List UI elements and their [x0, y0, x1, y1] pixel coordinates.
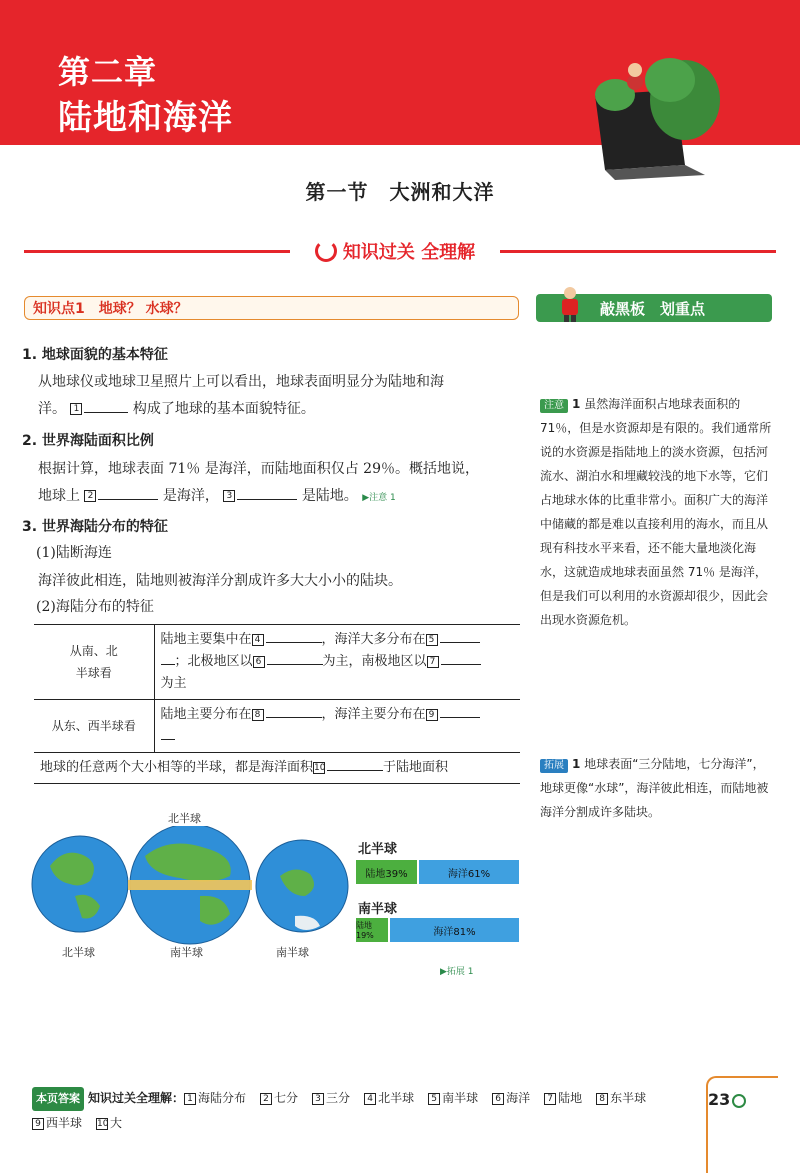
blank-number-7: 7 [427, 656, 439, 668]
divider-label: 知识过关 全理解 [342, 242, 476, 263]
blank-10[interactable] [327, 757, 383, 771]
s1-line2 [38, 396, 315, 423]
row2-label: 从东、西半球看 [34, 700, 154, 753]
row3-b: 于陆地面积 [383, 760, 449, 775]
south-sea-bar: 海洋81% [390, 918, 519, 942]
row1-a: 陆地主要集中在 [160, 632, 252, 647]
answer-text: 北半球 [378, 1091, 415, 1105]
note-text: 虽然海洋面积占地球表面积的 71％，但是水资源却是有限的。我们通常所说的水资源是指陆地上的淡水资源，包括河流水、湖泊水和埋藏较浅的地下水等，它们占地球水体的比重非常小。面积广大的海洋中储藏的都是难以直接利用的海水，而且从现有科技水平来看，还不能大量地淡化海水，这就造成地球表面虽然 71％ 是海洋，但是我们可以利用的水资源却很少，因此会出现水资源危机。 [540, 397, 772, 627]
answer-item [260, 1091, 298, 1105]
answer-item [32, 1116, 82, 1130]
answer-number: 1 [184, 1093, 196, 1105]
answer-number: 4 [364, 1093, 376, 1105]
extend-tag: 拓展 [540, 759, 568, 773]
blank-number-3: 3 [223, 490, 235, 502]
answer-number: 3 [312, 1093, 324, 1105]
answer-item [596, 1091, 646, 1105]
row1-label [34, 625, 154, 700]
table-row [34, 700, 520, 753]
s2-line1: 根据计算，地球表面 71％ 是海洋，而陆地面积仅占 29％。概括地说， [38, 461, 479, 477]
row3-content [34, 753, 520, 784]
side-note-2 [540, 752, 772, 824]
extend-num: 1 [572, 757, 581, 771]
s3-sub1: (1)陆断海连 [36, 545, 112, 561]
blank-number-4: 4 [252, 634, 264, 646]
answer-number: 9 [32, 1118, 44, 1130]
row2-a: 陆地主要分布在 [160, 707, 252, 722]
s3-sub1-text: 海洋彼此相连，陆地则被海洋分割成许多大大小小的陆块。 [38, 573, 402, 589]
answer-item [544, 1091, 582, 1105]
answer-text: 海洋 [506, 1091, 531, 1105]
note-ref-1[interactable]: ▶注意 1 [362, 493, 396, 503]
knowledge-point-title: 知识点1 地球？ 水球？ [33, 301, 188, 317]
answer-number: 7 [544, 1093, 556, 1105]
blank-4[interactable] [266, 629, 322, 643]
divider-badge [290, 235, 500, 267]
section-title: 第一节 大洲和大洋 [305, 180, 495, 204]
south-land-bar: 陆地19% [356, 918, 388, 942]
plant-laptop-icon [575, 50, 725, 180]
s2-mid: 是海洋， [162, 488, 219, 504]
blank-number-8: 8 [252, 709, 264, 721]
s2-post: 是陆地。 [301, 488, 358, 504]
blank-5-cont[interactable] [161, 651, 175, 665]
blank-3[interactable] [237, 486, 297, 500]
answer-item [312, 1091, 350, 1105]
globe-left-label: 北半球 [62, 946, 95, 959]
answer-number: 10 [97, 1118, 109, 1129]
blank-5[interactable] [440, 629, 480, 643]
blank-6[interactable] [267, 651, 323, 665]
answer-text: 东半球 [610, 1091, 647, 1105]
extend-text: 地球表面“三分陆地，七分海洋”，地球更像“水球”，海洋彼此相连，而陆地被海洋分割成许多陆块。 [540, 757, 769, 819]
answer-text: 陆地 [558, 1091, 583, 1105]
answer-text: 大 [110, 1116, 123, 1130]
blank-9[interactable] [440, 704, 480, 718]
s1-line1: 从地球仪或地球卫星照片上可以看出，地球表面明显分为陆地和海 [38, 374, 444, 390]
heading-3: 3. 世界海陆分布的特征 [22, 519, 168, 535]
answer-item [492, 1091, 530, 1105]
clock-icon [732, 1094, 746, 1108]
blank-number-10: 10 [314, 762, 326, 773]
answer-item [364, 1091, 414, 1105]
answer-text: 南半球 [442, 1091, 479, 1105]
answer-item [184, 1091, 246, 1105]
blank-number-2: 2 [84, 490, 96, 502]
answer-item [96, 1116, 122, 1130]
teacher-figure-icon [556, 286, 584, 322]
south-stat-title: 南半球 [358, 902, 398, 917]
answer-text: 西半球 [46, 1116, 83, 1130]
row2-content [154, 700, 520, 753]
side-header-label: 敲黑板 划重点 [600, 299, 706, 318]
blank-2[interactable] [98, 486, 158, 500]
page-number [708, 1090, 746, 1109]
page-number-text: 23 [708, 1090, 731, 1109]
side-note-1 [540, 392, 772, 632]
blank-1[interactable] [84, 399, 128, 413]
table-row [34, 625, 520, 700]
heading-1: 1. 地球面貌的基本特征 [22, 347, 168, 363]
row3-a: 地球的任意两个大小相等的半球，都是海洋面积 [40, 760, 314, 775]
s3-sub2: (2)海陆分布的特征 [36, 599, 154, 615]
answer-text: 七分 [274, 1091, 299, 1105]
answer-item [428, 1091, 478, 1105]
answer-text: 三分 [326, 1091, 351, 1105]
table-row [34, 753, 520, 784]
heading-2: 2. 世界海陆面积比例 [22, 433, 154, 449]
answer-number: 6 [492, 1093, 504, 1105]
row1-e: 为主 [160, 676, 187, 691]
answer-number: 5 [428, 1093, 440, 1105]
row1-b: ，海洋大多分布在 [321, 632, 426, 647]
answer-label: 知识过关全理解： [88, 1091, 185, 1105]
row1-label-a: 从南、北 [69, 644, 118, 658]
north-stat-title: 北半球 [358, 842, 398, 857]
row1-d: 为主，南极地区以 [322, 654, 427, 669]
chapter-subtitle: 陆地和海洋 [58, 98, 233, 138]
extend-ref-1[interactable]: ▶拓展 1 [440, 967, 474, 977]
blank-7[interactable] [441, 651, 481, 665]
answer-number: 2 [260, 1093, 272, 1105]
row1-label-b: 半球看 [75, 666, 112, 680]
globes-figure [30, 826, 350, 946]
answer-tag: 本页答案 [32, 1087, 84, 1111]
answer-number: 8 [596, 1093, 608, 1105]
blank-8[interactable] [266, 704, 322, 718]
north-sea-bar: 海洋61% [419, 860, 519, 884]
s1-line2-post: 构成了地球的基本面貌特征。 [132, 401, 315, 417]
s1-line2-pre: 洋。 [38, 401, 66, 417]
row1-content [154, 625, 520, 700]
knowledge-point-header [24, 296, 519, 320]
distribution-table [34, 624, 520, 784]
blank-number-1: 1 [70, 403, 82, 415]
s2-line2-pre: 地球上 [38, 488, 80, 504]
s2-line2 [38, 483, 396, 512]
swirl-icon [315, 240, 337, 262]
globe-right-label: 南半球 [276, 946, 309, 959]
row2-b: ，海洋主要分布在 [321, 707, 426, 722]
row1-c: ；北极地区以 [174, 654, 253, 669]
blank-number-5: 5 [426, 634, 438, 646]
globe-top-label: 北半球 [168, 812, 201, 825]
chapter-title: 第二章 [58, 53, 158, 91]
note-num: 1 [572, 397, 581, 411]
answer-footer [32, 1086, 692, 1135]
blank-number-9: 9 [426, 709, 438, 721]
note-tag: 注意 [540, 399, 568, 413]
blank-number-6: 6 [253, 656, 265, 668]
north-land-bar: 陆地39% [356, 860, 417, 884]
blank-9-cont[interactable] [161, 726, 175, 740]
globe-mid-label: 南半球 [170, 946, 203, 959]
answer-text: 海陆分布 [198, 1091, 247, 1105]
